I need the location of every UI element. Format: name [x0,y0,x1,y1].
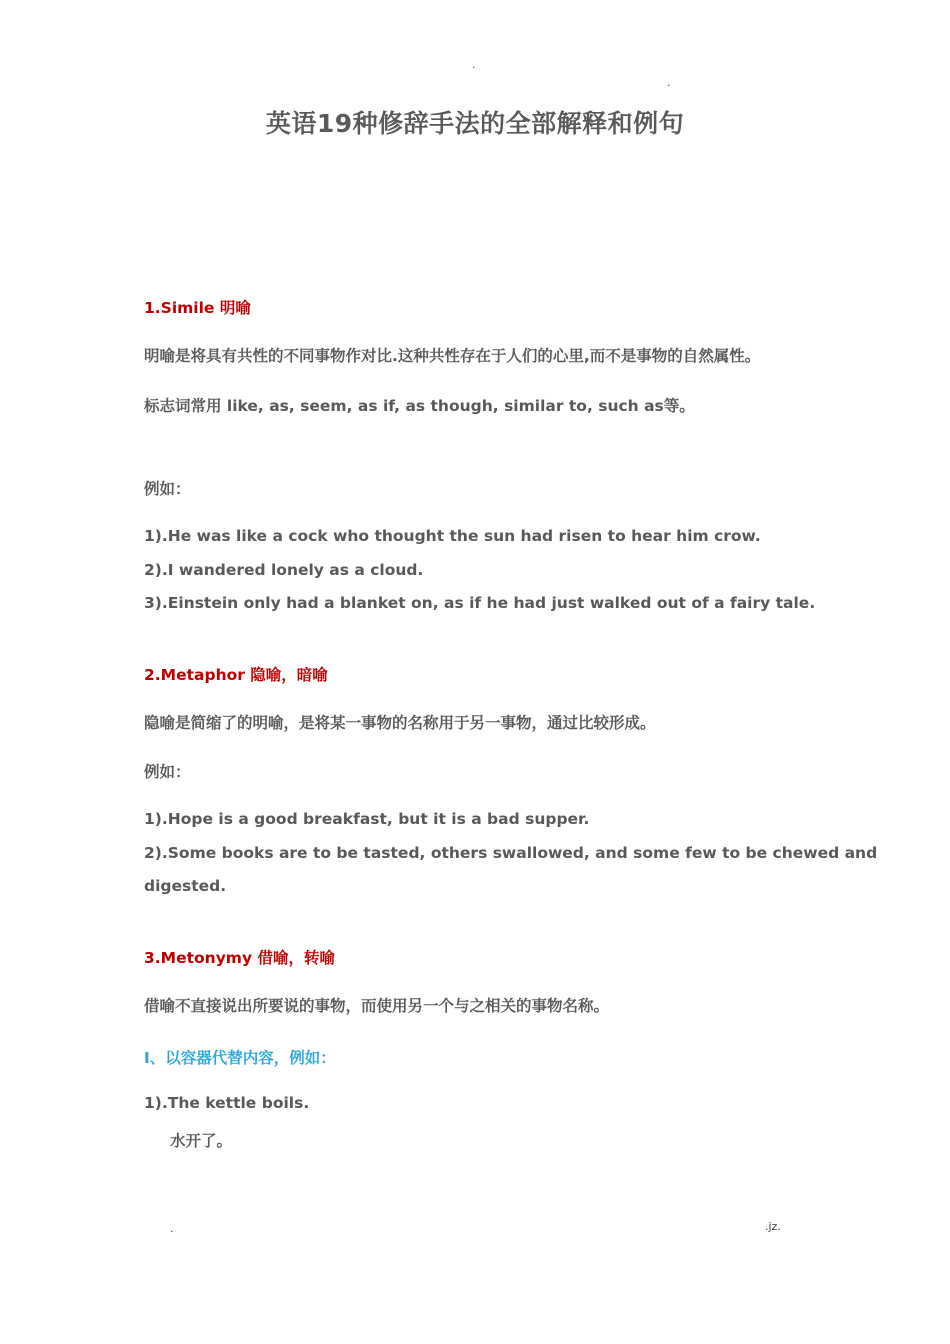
page-title: 英语19种修辞手法的全部解释和例句 [265,109,685,138]
footer-mark-right: .jz. [765,1220,781,1233]
metonymy-example-translation: 水开了。 [170,1132,233,1150]
metaphor-example: 2).Some books are to be tasted, others swallowed, and some few to be chewed and [144,844,878,862]
simile-definition: 明喻是将具有共性的不同事物作对比.这种共性存在于人们的心里,而不是事物的自然属性。 [144,347,761,365]
header-dot-left: . [472,58,476,71]
simile-example: 3).Einstein only had a blanket on, as if he had just walked out of a fairy tale. [144,594,816,612]
metaphor-example: 1).Hope is a good breakfast, but it is a bad supper. [144,810,590,828]
metonymy-example: 1).The kettle boils. [144,1094,310,1112]
metonymy-definition: 借喻不直接说出所要说的事物，而使用另一个与之相关的事物名称。 [144,997,610,1015]
section-heading-metaphor: 2.Metaphor 隐喻，暗喻 [144,666,328,684]
metaphor-example-label: 例如： [144,763,191,781]
simile-marker-words: 标志词常用 like, as, seem, as if, as though, similar to, such as等。 [144,397,695,415]
section-heading-metonymy: 3.Metonymy 借喻，转喻 [144,949,335,967]
simile-example: 1).He was like a cock who thought the sun had risen to hear him crow. [144,527,761,545]
metaphor-example-continued: digested. [144,877,227,895]
metonymy-subheading: I、以容器代替内容，例如： [144,1049,336,1067]
section-heading-simile: 1.Simile 明喻 [144,299,251,317]
simile-example: 2).I wandered lonely as a cloud. [144,561,424,579]
simile-example-label: 例如： [144,480,191,498]
metaphor-definition: 隐喻是简缩了的明喻，是将某一事物的名称用于另一事物，通过比较形成。 [144,714,656,732]
footer-dot-left: . [170,1222,174,1235]
header-dot-right: . [667,76,671,89]
